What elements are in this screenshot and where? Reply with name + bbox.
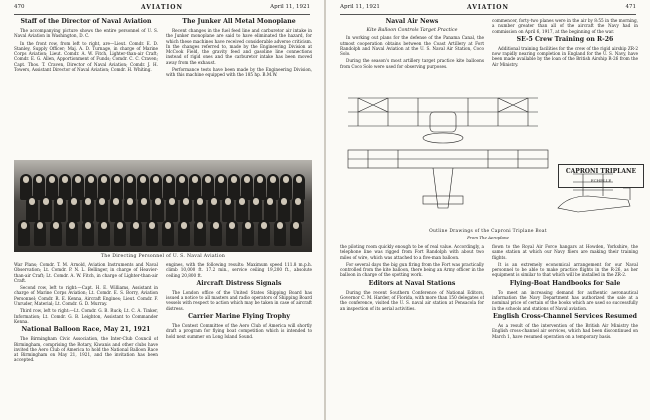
photo-person-face (141, 198, 147, 205)
article-headline: English Cross-Channel Services Resumed (493, 312, 637, 320)
article-paragraph: The London office of the United States Shipping Board has issued a notice to all masters and radio operators of Shipping Board vessels with respect to action which may be taken in case of aircraft distress. (166, 289, 312, 311)
drawing-title: CAPRONI TRIPLANE (565, 168, 637, 175)
header-rule (14, 14, 310, 15)
photo-person-face (29, 198, 35, 205)
issue-date: April 11, 1921 (270, 4, 310, 10)
article-subhead: Kite Balloon Controls Target Practice (366, 28, 458, 33)
photo-person-face (69, 222, 75, 229)
running-title: AVIATION (141, 4, 183, 11)
page-number: 471 (625, 4, 636, 10)
photo-person-face (85, 222, 91, 229)
article-naval-air-news-continued (340, 244, 484, 416)
article-paragraph: Third row, left to right:—Lt. Comdr. G. B. Ruck; Lt. C. A. Tinker, Information; Lt. Comdr. G. B. Leighton, Assistant to Commander Kenna. (14, 308, 158, 324)
photo-person-face (229, 222, 235, 229)
article-headline: Editors at Naval Stations (368, 279, 456, 287)
photo-person-face (277, 222, 283, 229)
article-paragraph: To meet an increasing demand for authentic aeronautical information the Navy Department has authorized the sale at a nominal price of certain of the books which are used so successfully in the schools and stations of Naval aviation. (492, 289, 638, 311)
article-paragraph: engines, with the following results: Maximum speed 111.8 m.p.h. climb 10,000 ft. 17.2 min., service ceiling 19,200 ft., absolute ceiling 20,800 ft. (166, 262, 312, 278)
photo-person-face (225, 198, 231, 205)
photo-person (166, 196, 178, 222)
photo-person-face (127, 198, 133, 205)
photo-person (146, 220, 158, 246)
photo-person (242, 220, 254, 246)
photo-person (222, 196, 234, 222)
photo-person (274, 220, 286, 246)
photo-person-face (165, 222, 171, 229)
photo-person-face (127, 176, 133, 183)
right-page (326, 0, 650, 420)
plan-view-drawing (348, 150, 548, 208)
article-headline: Aircraft Distress Signals (196, 279, 282, 287)
photo-person (264, 196, 276, 222)
photo-person-face (197, 198, 203, 205)
photo-person (292, 196, 304, 222)
article-crew-training-continued (492, 244, 638, 416)
photo-person-face (205, 176, 211, 183)
photo-person (50, 220, 62, 246)
article-naval-air-news (340, 18, 484, 78)
article-paragraph: the piloting room quickly enough to be of real value. Accordingly, a telephone line was rigged from Fort Randolph with about two miles of wire, which was attached to a five-man balloon. (340, 244, 484, 260)
photo-person-face (53, 222, 59, 229)
photo-person-face (211, 198, 217, 205)
photo-person-face (270, 176, 276, 183)
left-page-header (14, 4, 310, 14)
photo-person (98, 220, 110, 246)
article-paragraph: For several days the big gun firing from the Fort was practically controlled from the kite balloon, there being an Army officer in the balloon in charge of the spotting work. (340, 261, 484, 278)
photo-person (278, 196, 290, 222)
photo-person-face (23, 176, 29, 183)
drawing-source: From The Aeroplane (467, 235, 509, 240)
photo-person (208, 196, 220, 222)
article-paragraph: In working out plans for the defense of the Panama Canal, the utmost cooperation obtains between the Coast Artillery at Fort Randolph and Naval Aviation at the U. S. Naval Air Station, Coco Solo. (340, 35, 484, 57)
running-title: AVIATION (467, 4, 509, 11)
photo-person-face (213, 222, 219, 229)
photo-person-face (239, 198, 245, 205)
photo-person-face (21, 222, 27, 229)
photo-person-face (101, 176, 107, 183)
photo-caption: The Directing Personnel of U. S. Naval Aviation (100, 254, 226, 259)
article-headline: Carrier Marine Flying Trophy (188, 313, 290, 321)
photo-person-face (244, 176, 250, 183)
article-personnel-continued (14, 262, 158, 416)
photo-person (130, 220, 142, 246)
article-staff (14, 18, 158, 158)
photo-person (82, 196, 94, 222)
photo-person (152, 196, 164, 222)
photo-person (40, 196, 52, 222)
article-junker-continued (166, 262, 312, 416)
photo-person (258, 220, 270, 246)
photo-person-face (283, 176, 289, 183)
article-paragraph: In the front row, from left to right, are—Lieut. Comdr. E. D. Stanley, Supply Officer; Maj. A. D. Turnage, in charge of Marine Corps Aviation; Lieut. Comdr. A. W. Fitch, Lighter-than-air Craft; Comdr. E. G. Allen, Apportionment of Funds; Comdr. C. C. Craven; Capt. Thos. T. Craven, Director of Naval Aviation; Comdr. J. H. Towers, Assistant Director of Naval Aviation; Comdr. H. Whiting. (14, 40, 158, 73)
photo-person (178, 220, 190, 246)
drawing-caption: Outline Drawings of the Caproni Triplane Boat (429, 229, 547, 234)
photo-person (82, 220, 94, 246)
triplane-drawing (338, 78, 638, 228)
photo-person-face (218, 176, 224, 183)
article-paragraph: Second row, left to right:—Capt. H. E. Williams, Assistant in charge of Marine Corps Aviation; Lt. Comdr. E. S. Borry, Aviation Personnel; Comdr. R. E. Kenna, Aircraft Engines; Lieut. Comdr. F. Unruder, Material; Lt. Comdr. G. D. Murray. (14, 285, 158, 307)
article-crew-training (492, 18, 638, 78)
photo-person-face (99, 198, 105, 205)
drawing-scale-label: ECHELLE (590, 178, 612, 183)
photo-person-face (43, 198, 49, 205)
photo-person-face (197, 222, 203, 229)
photo-person (226, 220, 238, 246)
photo-person (124, 196, 136, 222)
photo-person-face (114, 176, 120, 183)
header-rule (340, 14, 636, 15)
photo-person (68, 196, 80, 222)
photo-person-face (36, 176, 42, 183)
photo-person-face (75, 176, 81, 183)
article-headline: The Junker All Metal Monoplane (182, 18, 296, 25)
article-headline: Flying-Boat Handbooks for Sale (509, 279, 621, 287)
photo-person-face (181, 222, 187, 229)
photo-person-face (71, 198, 77, 205)
article-paragraph: War Plans; Comdr. T. M. Arnold, Aviation Instruments and Naval Observation; Lt. Comdr. P. N. L. Bellinger, in charge of Heavier-than-air Craft; Lt. Comdr. A. W. Fitch, in charge of Lighter-than-air Craft. (14, 262, 158, 283)
photo-person-face (166, 176, 172, 183)
photo-person (18, 220, 30, 246)
photo-person (162, 220, 174, 246)
photo-person-face (169, 198, 175, 205)
article-headline: National Balloon Race, May 21, 1921 (21, 326, 151, 334)
photo-person (180, 196, 192, 222)
photo-person-face (253, 198, 259, 205)
article-paragraph: During the season's most artillery target practice kite balloons from Coco Solo were used for observing purposes. (340, 58, 484, 69)
article-headline: Staff of the Director of Naval Aviation (20, 18, 152, 25)
photo-person-face (85, 198, 91, 205)
front-view-drawing (348, 98, 538, 143)
article-paragraph: Recent changes in the fuel feed line and carburetor air intake in the Junker monoplane are said to have eliminated the hazard, for which these machines have received considerable adverse criticism. In the changes referred to, made by the Engineering Division at McCook Field, the gravity feed and gasoline line connections instead of rigid ones and the carburetor intake has been moved away from the exhaust. (166, 28, 312, 65)
article-headline: Naval Air News (385, 18, 439, 25)
outline-drawing (338, 78, 638, 228)
photo-person-face (113, 198, 119, 205)
photo-person-face (62, 176, 68, 183)
article-paragraph: flown to the Royal Air Force hangars at Howden, Yorkshire, the same station at which our Navy fliers are making their training flights. (492, 244, 638, 260)
photo-person-face (140, 176, 146, 183)
photo-person-face (149, 222, 155, 229)
photo-person (96, 196, 108, 222)
photo-person-face (133, 222, 139, 229)
photo-person (138, 196, 150, 222)
photo-person-face (245, 222, 251, 229)
article-paragraph: The Birmingham Civic Association, the Inter-Club Council of Birmingham, comprising the Rotary, Kiwanis and other clubs have invited the Aero Club of America to hold the National Balloon Race at Birmingham on May 21, 1921, and the invitation has been accepted. (14, 336, 158, 363)
photo-person-face (192, 176, 198, 183)
article-paragraph: The Contest Committee of the Aero Club of America will shortly draft a program for flying boat competition which is intended to hold next summer on Long Island Sound. (166, 323, 312, 339)
drawing-title-block (558, 164, 644, 188)
article-paragraph: commencer, forty-two planes were in the air by 8:55 in the morning, a number greater than all of the aircraft the Navy had in commission on April 6, 1917, at the beginning of the war. (492, 18, 638, 34)
photo-person-face (231, 176, 237, 183)
article-paragraph: The accompanying picture shows the entire personnel of U. S. Naval Aviation in Washington, D. C. (14, 28, 158, 39)
photo-person-face (257, 176, 263, 183)
photo-person (194, 196, 206, 222)
photo-person-face (183, 198, 189, 205)
article-paragraph: Performance tests have been made by the Engineering Division, with this machine equipped with the 185 hp. B.M.W. (166, 67, 312, 78)
photo-person-face (117, 222, 123, 229)
photo-person-face (281, 198, 287, 205)
photo-person-face (261, 222, 267, 229)
photo-person (250, 196, 262, 222)
photo-person-face (57, 198, 63, 205)
photo-person-face (49, 176, 55, 183)
photo-person (210, 220, 222, 246)
article-paragraph: It is an extremely economical arrangement for our Naval personnel to be able to make practice flights in the R-26, as her equipment is similar to that which will be installed in the ZR-2. (492, 261, 638, 278)
photo-person (236, 196, 248, 222)
photo-person (26, 196, 38, 222)
article-paragraph: As a result of the intervention of the British Air Ministry the English cross-channel air services, which had been discontinued on March 1, have resumed operation on a temporary basis. (492, 322, 638, 339)
article-paragraph: Additional training facilities for the crew of the rigid airship ZR-2 now rapidly nearing completion in England for the U. S. Navy, have been made available by the loan of the British Airship R-26 from the Air Ministry. (492, 45, 638, 67)
page-number: 470 (14, 4, 25, 10)
photo-person-face (296, 176, 302, 183)
photo-person-face (179, 176, 185, 183)
photo-person-face (295, 198, 301, 205)
photo-person (290, 220, 302, 246)
article-headline: SE-5 Crew Training on R-26 (516, 35, 614, 43)
issue-date: April 11, 1921 (340, 4, 380, 10)
article-paragraph: During the recent Southern Conference of National Editors, Governor C. M. Harder, of Florida, with more than 150 delegates of the conference, visited the U. S. naval air station at Pensacola for an inspection of its aerial activities. (340, 289, 484, 311)
photo-person-face (267, 198, 273, 205)
photo-person (34, 220, 46, 246)
article-junker (166, 18, 312, 158)
photo-person (114, 220, 126, 246)
right-page-header (340, 4, 636, 14)
left-page (0, 0, 324, 420)
photo-person-face (37, 222, 43, 229)
photo-person-face (293, 222, 299, 229)
photo-person (66, 220, 78, 246)
photo-person (54, 196, 66, 222)
photo-person-face (88, 176, 94, 183)
photo-person-face (155, 198, 161, 205)
photo-person (110, 196, 122, 222)
photo-person-face (101, 222, 107, 229)
photo-person-face (153, 176, 159, 183)
group-photograph (14, 160, 312, 252)
photo-person (194, 220, 206, 246)
